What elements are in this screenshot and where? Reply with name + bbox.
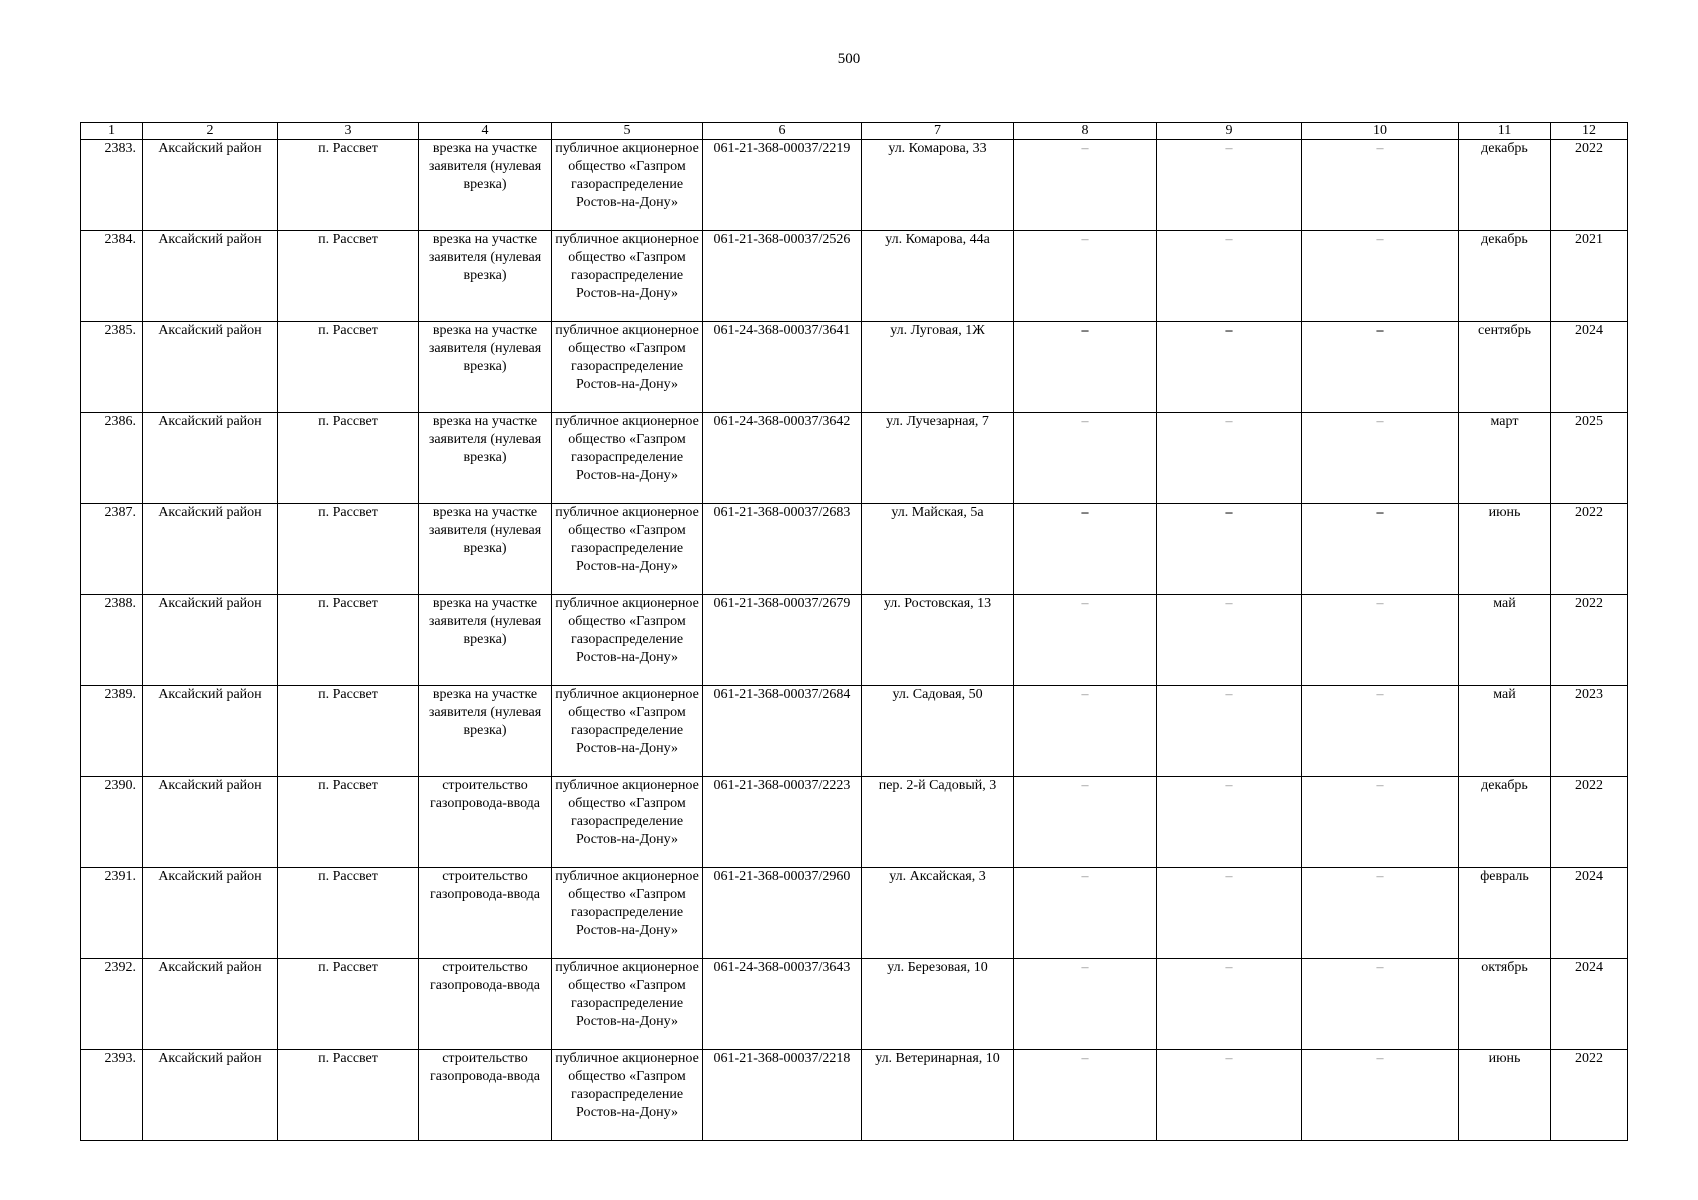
address-cell: ул. Садовая, 50 [862, 686, 1014, 777]
locality-cell: п. Рассвет [278, 959, 419, 1050]
month-cell: март [1459, 413, 1551, 504]
address-cell: ул. Луговая, 1Ж [862, 322, 1014, 413]
column-9-cell: – [1157, 140, 1302, 231]
column-9-cell: – [1157, 686, 1302, 777]
column-9-cell: – [1157, 322, 1302, 413]
column-header: 8 [1014, 123, 1157, 140]
district-cell: Аксайский район [143, 595, 278, 686]
locality-cell: п. Рассвет [278, 504, 419, 595]
work-type-cell: строительство газопровода-ввода [419, 1050, 552, 1141]
row-number: 2384. [81, 231, 143, 322]
year-cell: 2022 [1551, 595, 1628, 686]
work-type-cell: строительство газопровода-ввода [419, 777, 552, 868]
gas-connection-table [80, 122, 1628, 1141]
column-9-cell: – [1157, 868, 1302, 959]
row-number: 2389. [81, 686, 143, 777]
column-header: 10 [1302, 123, 1459, 140]
header-row [81, 123, 1628, 140]
address-cell: ул. Комарова, 44а [862, 231, 1014, 322]
column-10-cell: – [1302, 959, 1459, 1050]
table-row [81, 504, 1628, 595]
column-10-cell: – [1302, 231, 1459, 322]
district-cell: Аксайский район [143, 140, 278, 231]
column-9-cell: – [1157, 1050, 1302, 1141]
work-type-cell: врезка на участке заявителя (нулевая врезка) [419, 322, 552, 413]
column-10-cell: – [1302, 686, 1459, 777]
column-10-cell: – [1302, 504, 1459, 595]
column-9-cell: – [1157, 959, 1302, 1050]
locality-cell: п. Рассвет [278, 322, 419, 413]
address-cell: пер. 2-й Садовый, 3 [862, 777, 1014, 868]
table-row [81, 959, 1628, 1050]
table-row [81, 686, 1628, 777]
column-8-cell: – [1014, 140, 1157, 231]
month-cell: май [1459, 595, 1551, 686]
column-8-cell: – [1014, 959, 1157, 1050]
address-cell: ул. Аксайская, 3 [862, 868, 1014, 959]
column-8-cell: – [1014, 1050, 1157, 1141]
year-cell: 2024 [1551, 868, 1628, 959]
page-number: 500 [837, 51, 861, 67]
month-cell: октябрь [1459, 959, 1551, 1050]
year-cell: 2023 [1551, 686, 1628, 777]
row-number: 2386. [81, 413, 143, 504]
organization-cell: публичное акционерное общество «Газпром газораспределение Ростов-на-Дону» [552, 777, 703, 868]
column-10-cell: – [1302, 777, 1459, 868]
work-type-cell: строительство газопровода-ввода [419, 959, 552, 1050]
row-number: 2383. [81, 140, 143, 231]
district-cell: Аксайский район [143, 413, 278, 504]
address-cell: ул. Комарова, 33 [862, 140, 1014, 231]
column-8-cell: – [1014, 868, 1157, 959]
code-cell: 061-24-368-00037/3642 [703, 413, 862, 504]
column-10-cell: – [1302, 140, 1459, 231]
year-cell: 2025 [1551, 413, 1628, 504]
column-header: 2 [143, 123, 278, 140]
locality-cell: п. Рассвет [278, 777, 419, 868]
row-number: 2392. [81, 959, 143, 1050]
organization-cell: публичное акционерное общество «Газпром газораспределение Ростов-на-Дону» [552, 595, 703, 686]
locality-cell: п. Рассвет [278, 140, 419, 231]
table-row [81, 231, 1628, 322]
column-header: 5 [552, 123, 703, 140]
table-row [81, 595, 1628, 686]
row-number: 2388. [81, 595, 143, 686]
row-number: 2385. [81, 322, 143, 413]
year-cell: 2024 [1551, 959, 1628, 1050]
code-cell: 061-21-368-00037/2219 [703, 140, 862, 231]
column-9-cell: – [1157, 231, 1302, 322]
column-10-cell: – [1302, 1050, 1459, 1141]
organization-cell: публичное акционерное общество «Газпром газораспределение Ростов-на-Дону» [552, 868, 703, 959]
code-cell: 061-21-368-00037/2223 [703, 777, 862, 868]
column-9-cell: – [1157, 504, 1302, 595]
organization-cell: публичное акционерное общество «Газпром газораспределение Ростов-на-Дону» [552, 140, 703, 231]
row-number: 2393. [81, 1050, 143, 1141]
table-row [81, 777, 1628, 868]
year-cell: 2022 [1551, 1050, 1628, 1141]
month-cell: май [1459, 686, 1551, 777]
column-8-cell: – [1014, 595, 1157, 686]
address-cell: ул. Майская, 5а [862, 504, 1014, 595]
district-cell: Аксайский район [143, 686, 278, 777]
district-cell: Аксайский район [143, 868, 278, 959]
organization-cell: публичное акционерное общество «Газпром газораспределение Ростов-на-Дону» [552, 504, 703, 595]
column-10-cell: – [1302, 868, 1459, 959]
column-10-cell: – [1302, 413, 1459, 504]
district-cell: Аксайский район [143, 959, 278, 1050]
work-type-cell: врезка на участке заявителя (нулевая врезка) [419, 231, 552, 322]
column-10-cell: – [1302, 595, 1459, 686]
table-row [81, 140, 1628, 231]
column-header: 6 [703, 123, 862, 140]
address-cell: ул. Ростовская, 13 [862, 595, 1014, 686]
code-cell: 061-21-368-00037/2684 [703, 686, 862, 777]
work-type-cell: врезка на участке заявителя (нулевая врезка) [419, 413, 552, 504]
code-cell: 061-21-368-00037/2526 [703, 231, 862, 322]
address-cell: ул. Ветеринарная, 10 [862, 1050, 1014, 1141]
column-8-cell: – [1014, 322, 1157, 413]
year-cell: 2022 [1551, 777, 1628, 868]
work-type-cell: врезка на участке заявителя (нулевая врезка) [419, 595, 552, 686]
column-header: 11 [1459, 123, 1551, 140]
work-type-cell: врезка на участке заявителя (нулевая врезка) [419, 140, 552, 231]
code-cell: 061-24-368-00037/3643 [703, 959, 862, 1050]
code-cell: 061-24-368-00037/3641 [703, 322, 862, 413]
code-cell: 061-21-368-00037/2679 [703, 595, 862, 686]
month-cell: декабрь [1459, 777, 1551, 868]
column-8-cell: – [1014, 231, 1157, 322]
organization-cell: публичное акционерное общество «Газпром газораспределение Ростов-на-Дону» [552, 231, 703, 322]
district-cell: Аксайский район [143, 231, 278, 322]
column-header: 9 [1157, 123, 1302, 140]
code-cell: 061-21-368-00037/2218 [703, 1050, 862, 1141]
table-row [81, 868, 1628, 959]
column-header: 7 [862, 123, 1014, 140]
month-cell: июнь [1459, 504, 1551, 595]
locality-cell: п. Рассвет [278, 1050, 419, 1141]
year-cell: 2022 [1551, 140, 1628, 231]
month-cell: декабрь [1459, 231, 1551, 322]
month-cell: сентябрь [1459, 322, 1551, 413]
row-number: 2391. [81, 868, 143, 959]
locality-cell: п. Рассвет [278, 595, 419, 686]
column-9-cell: – [1157, 413, 1302, 504]
table-row [81, 322, 1628, 413]
district-cell: Аксайский район [143, 322, 278, 413]
month-cell: июнь [1459, 1050, 1551, 1141]
district-cell: Аксайский район [143, 1050, 278, 1141]
organization-cell: публичное акционерное общество «Газпром газораспределение Ростов-на-Дону» [552, 322, 703, 413]
table-row [81, 413, 1628, 504]
address-cell: ул. Лучезарная, 7 [862, 413, 1014, 504]
month-cell: февраль [1459, 868, 1551, 959]
organization-cell: публичное акционерное общество «Газпром газораспределение Ростов-на-Дону» [552, 959, 703, 1050]
district-cell: Аксайский район [143, 777, 278, 868]
year-cell: 2022 [1551, 504, 1628, 595]
row-number: 2387. [81, 504, 143, 595]
locality-cell: п. Рассвет [278, 686, 419, 777]
column-8-cell: – [1014, 686, 1157, 777]
column-8-cell: – [1014, 777, 1157, 868]
work-type-cell: врезка на участке заявителя (нулевая врезка) [419, 504, 552, 595]
organization-cell: публичное акционерное общество «Газпром газораспределение Ростов-на-Дону» [552, 1050, 703, 1141]
table-row [81, 1050, 1628, 1141]
organization-cell: публичное акционерное общество «Газпром газораспределение Ростов-на-Дону» [552, 413, 703, 504]
code-cell: 061-21-368-00037/2960 [703, 868, 862, 959]
row-number: 2390. [81, 777, 143, 868]
address-cell: ул. Березовая, 10 [862, 959, 1014, 1050]
column-9-cell: – [1157, 777, 1302, 868]
work-type-cell: строительство газопровода-ввода [419, 868, 552, 959]
month-cell: декабрь [1459, 140, 1551, 231]
column-header: 1 [81, 123, 143, 140]
district-cell: Аксайский район [143, 504, 278, 595]
column-header: 4 [419, 123, 552, 140]
year-cell: 2024 [1551, 322, 1628, 413]
organization-cell: публичное акционерное общество «Газпром газораспределение Ростов-на-Дону» [552, 686, 703, 777]
column-10-cell: – [1302, 322, 1459, 413]
column-header: 3 [278, 123, 419, 140]
column-8-cell: – [1014, 413, 1157, 504]
code-cell: 061-21-368-00037/2683 [703, 504, 862, 595]
work-type-cell: врезка на участке заявителя (нулевая врезка) [419, 686, 552, 777]
locality-cell: п. Рассвет [278, 413, 419, 504]
locality-cell: п. Рассвет [278, 868, 419, 959]
year-cell: 2021 [1551, 231, 1628, 322]
column-header: 12 [1551, 123, 1628, 140]
locality-cell: п. Рассвет [278, 231, 419, 322]
column-8-cell: – [1014, 504, 1157, 595]
column-9-cell: – [1157, 595, 1302, 686]
